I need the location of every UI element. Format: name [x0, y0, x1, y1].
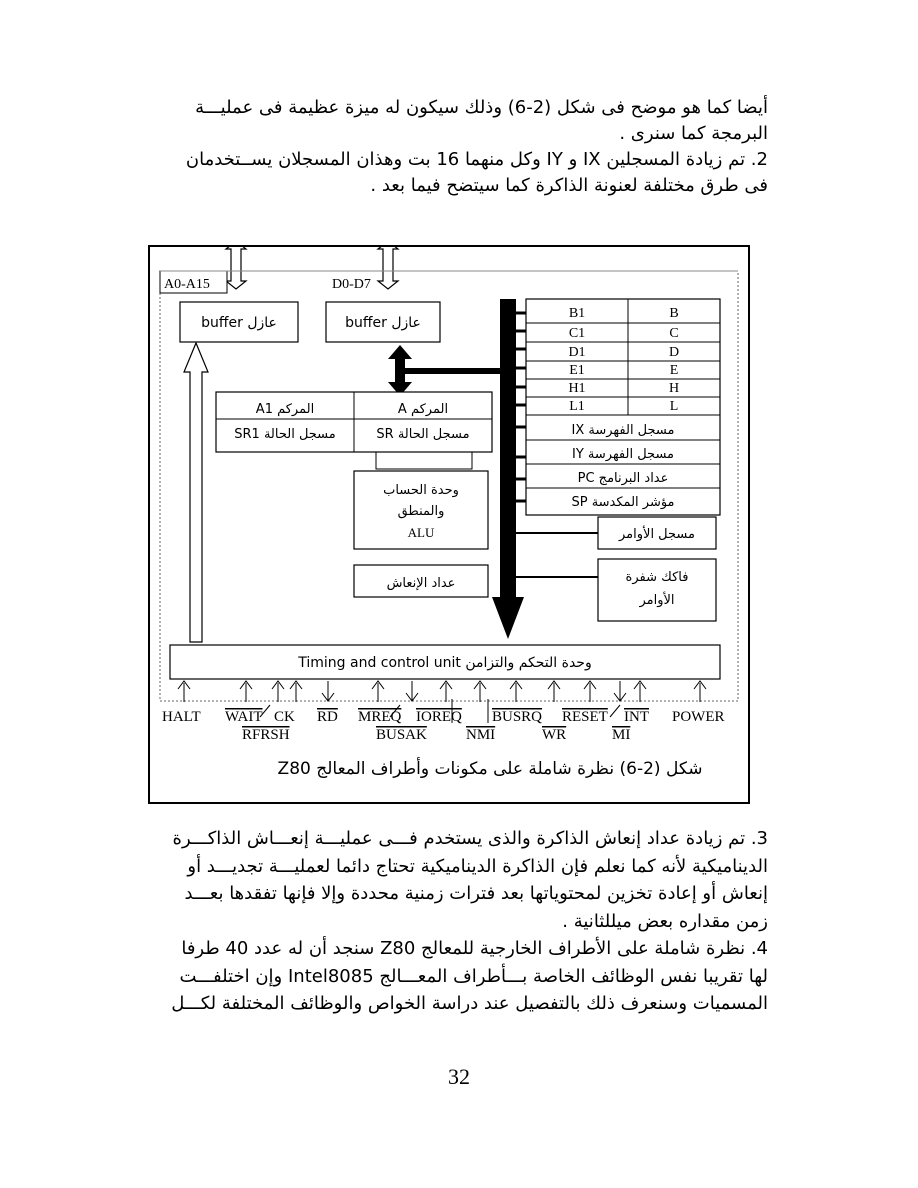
- register-l1: L1: [569, 399, 585, 414]
- register-b1: B1: [568, 306, 586, 321]
- pin-reset: RESET: [562, 709, 608, 725]
- z80-block-diagram: [148, 245, 750, 804]
- pin-rfrsh: RFRSH: [242, 727, 290, 743]
- register-l: L: [669, 399, 679, 414]
- text-line: فى طرق مختلفة لعنونة الذاكرة كما سيتضح فيما بعد .: [370, 175, 768, 196]
- pin-labels-top: [162, 709, 725, 725]
- pin-labels-bottom: [242, 727, 630, 743]
- pin-halt: HALT: [162, 709, 201, 725]
- text-line: 3. تم زيادة عداد إنعاش الذاكرة والذى يستخدم فـــى عمليـــة إنعـــاش الذاكـــرة: [172, 828, 768, 849]
- internal-data-arrow: [388, 345, 505, 396]
- top-paragraph: [128, 95, 768, 199]
- buffer-label: buffer عازل: [201, 315, 277, 331]
- pin-busrq: BUSRQ: [492, 709, 543, 725]
- instruction-register-label: مسجل الأوامر: [619, 527, 695, 542]
- text-line: البرمجة كما سنرى .: [619, 123, 768, 144]
- decoder-label-1: فاكك شفرة: [625, 570, 689, 585]
- text-line: أيضا كما هو موضح فى شكل (2-6) وذلك سيكون له ميزة عظيمة فى عمليـــة: [195, 97, 768, 118]
- pin-nmi: NMI: [466, 727, 496, 743]
- text-line: زمن مقداره بعض ميللثانية .: [562, 910, 768, 932]
- pc-register: PC عداد البرنامج: [577, 471, 669, 486]
- text-line: لها تقريبا نفس الوظائف الخاصة بـــأطراف المعـــالج Intel8085 وإن اختلفـــت: [179, 965, 768, 987]
- status-alt: SR1 مسجل الحالة: [234, 427, 336, 442]
- bottom-paragraph: [128, 825, 768, 1018]
- address-bus-label: A0-A15: [164, 277, 210, 292]
- diagram-canvas: [150, 247, 748, 802]
- register-e: E: [669, 363, 679, 378]
- accumulator-block: [216, 392, 492, 452]
- alu-label-2: والمنطق: [397, 504, 445, 519]
- text-line: الديناميكية لأنه كما نعلم فإن الذاكرة الديناميكية تحتاج دائما لعمليـــة تجديـــد أو: [187, 855, 768, 877]
- status-main: SR مسجل الحالة: [376, 427, 470, 442]
- register-h: H: [668, 381, 680, 396]
- pin-mreq: MREQ: [358, 709, 402, 725]
- pin-ck: CK: [274, 709, 295, 725]
- register-b: B: [669, 306, 679, 321]
- pin-power: POWER: [672, 709, 725, 725]
- data-bus-label: D0-D7: [332, 277, 371, 292]
- iy-register: IY مسجل الفهرسة: [571, 447, 675, 462]
- timing-control-label: Timing and control unit وحدة التحكم والتزامن: [298, 655, 592, 671]
- pin-m1: MI: [612, 727, 631, 743]
- accumulator-alt: A1 المركم: [255, 402, 315, 417]
- text-line: المسميات وسنعرف ذلك بالتفصيل عند دراسة الخواص والوظائف المختلفة لكـــل: [171, 993, 768, 1014]
- address-path-arrow: [184, 343, 208, 642]
- decoder-label-2: الأوامر: [639, 593, 675, 608]
- pin-wr: WR: [542, 727, 567, 743]
- page-number: 32: [448, 1064, 470, 1089]
- register-d1: D1: [568, 345, 586, 360]
- register-e1: E1: [569, 363, 585, 378]
- data-bus-arrow: [378, 247, 398, 289]
- text-line: إنعاش أو إعادة تخزين لمحتوياتها بعد فترات زمنية محددة وإلا فإنها تفقدها بعـــد: [184, 883, 768, 904]
- alu-label-3: ALU: [407, 525, 435, 540]
- refresh-counter-label: عداد الإنعاش: [386, 576, 456, 591]
- address-bus-arrow: [226, 247, 246, 289]
- buffer-label: buffer عازل: [345, 315, 421, 331]
- register-h1: H1: [568, 381, 586, 396]
- pin-wait: WAIT: [225, 709, 263, 725]
- sp-register: SP مؤشر المكدسة: [571, 495, 675, 510]
- instruction-decoder: [598, 559, 716, 621]
- pin-int: INT: [624, 709, 649, 725]
- figure-caption: شكل (2-6) نظرة شاملة على مكونات وأطراف المعالج Z80: [277, 759, 703, 779]
- pin-rd: RD: [317, 709, 338, 725]
- register-c1: C1: [568, 326, 586, 341]
- alu-label-1: وحدة الحساب: [383, 483, 459, 498]
- pin-busak: BUSAK: [376, 727, 427, 743]
- bus-taps: [516, 313, 526, 501]
- register-c: C: [669, 326, 679, 341]
- register-d: D: [668, 345, 680, 360]
- ix-register: IX مسجل الفهرسة: [571, 423, 675, 438]
- text-line: 2. تم زيادة المسجلين IX و IY وكل منهما 16 بت وهذان المسجلان يســتخدمان: [185, 149, 768, 170]
- accumulator-main: A المركم: [397, 402, 449, 417]
- text-line: 4. نظرة شاملة على الأطراف الخارجية للمعالج Z80 سنجد أن له عدد 40 طرفا: [181, 938, 768, 959]
- pin-ioreq: IOREQ: [416, 709, 462, 725]
